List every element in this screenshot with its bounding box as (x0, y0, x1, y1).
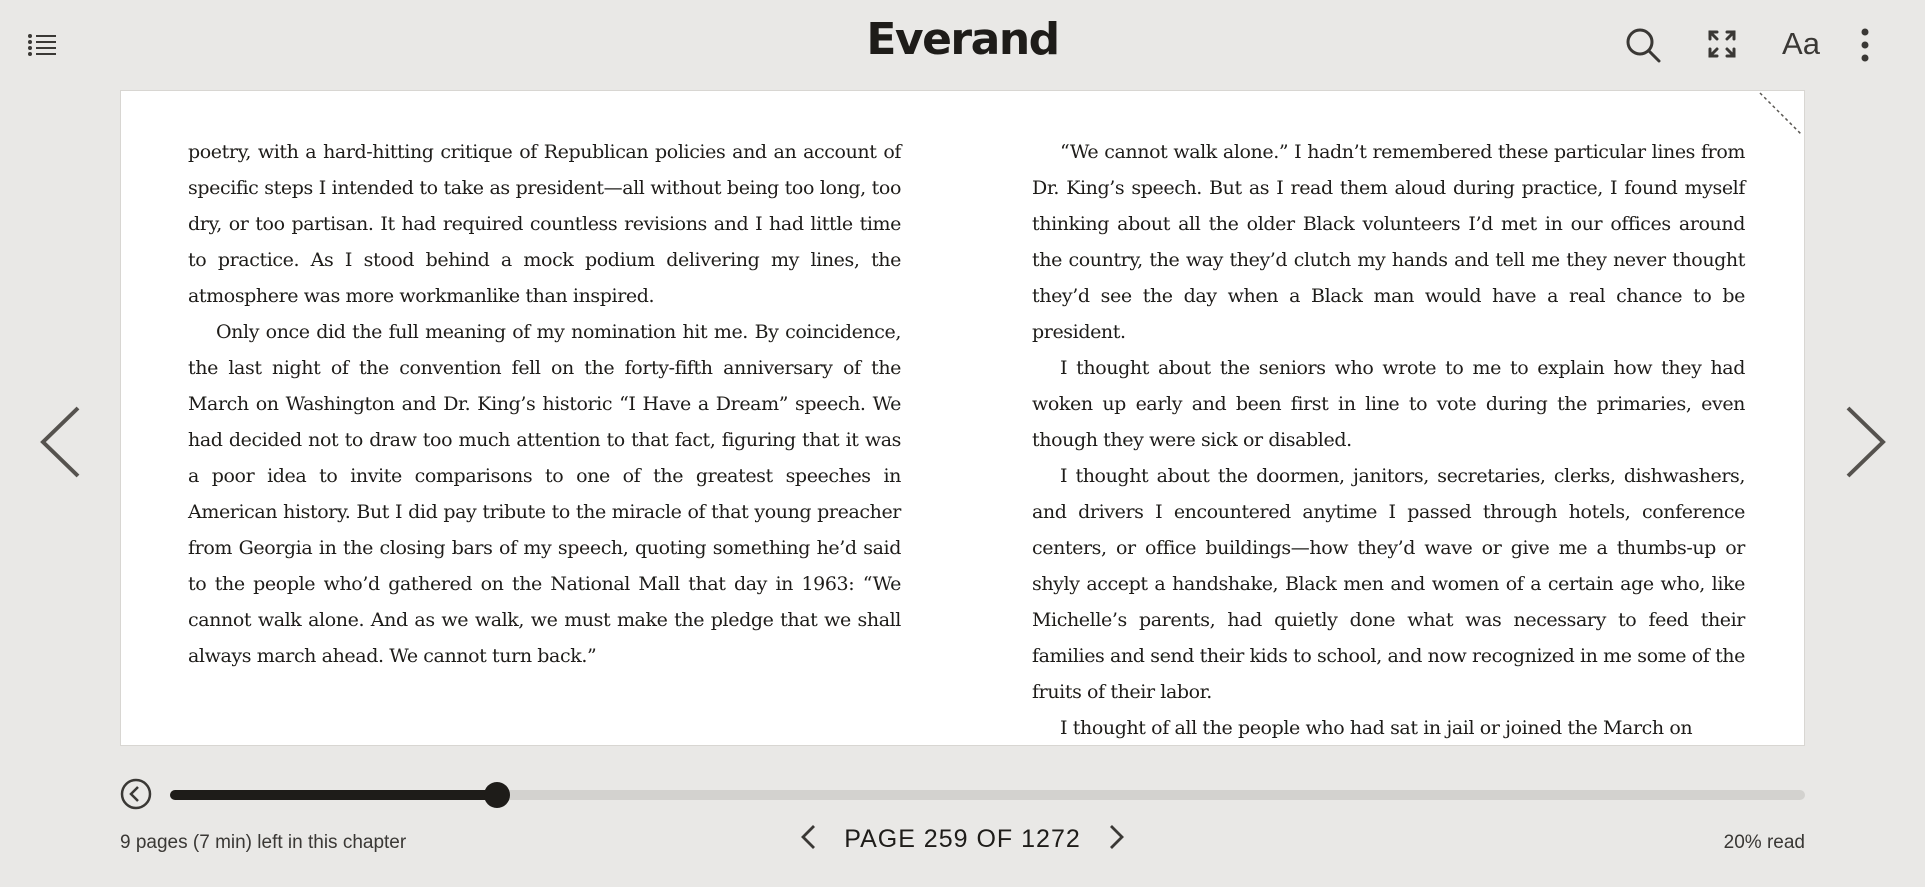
paragraph: I thought about the doormen, janitors, secretaries, clerks, dishwashers, and drivers I encountered anytime I passed through hotels, conference centers, or office buildings—how they’d wave or give me a thumbs-up or shyly accept a handshake, Black men and women of a certain age who, like Michelle’s parents, had quietly done what was necessary to feed their families and send their kids to school, and now recognized in me some of the fruits of their labor. (1032, 465, 1745, 703)
fullscreen-icon[interactable] (1706, 28, 1738, 60)
footer (0, 820, 1925, 870)
progress-row (120, 776, 1805, 812)
progress-slider[interactable] (170, 790, 1805, 800)
bookmark-corner[interactable] (1758, 91, 1804, 137)
paragraph: Only once did the full meaning of my nomination hit me. By coincidence, the last night of the convention fell on the forty-fifth anniversary of the March on Washington and Dr. King’s historic “I Have a Dream” speech. We had decided not to draw too much attention to that fact, figuring that it was a poor idea to invite comparisons to one of the greatest speeches in American history. But I did pay tribute to the miracle of that young preacher from Georgia in the closing bars of my speech, quoting something he’d said to the people who’d gathered on the National Mall that day in 1963: “We cannot walk alone. And as we walk, we must make the pledge that we shall always march ahead. We cannot turn back.” (188, 321, 901, 667)
chevron-right-icon (1109, 824, 1125, 850)
paragraph: “We cannot walk alone.” I hadn’t remembered these particular lines from Dr. King’s speech. But as I read them aloud during practice, I found myself thinking about all the older Black volunteers I’d met in our offices around the country, the way they’d clutch my hands and tell me they never thought they’d see the day when a Black man would have a real chance to be president. (1032, 141, 1745, 343)
paragraph: I thought about the seniors who wrote to me to explain how they had woken up early and been first in line to vote during the primaries, even though they were sick or disabled. (1032, 357, 1745, 451)
paragraph: I thought of all the people who had sat in jail or joined the March on (1060, 717, 1693, 739)
back-circle-icon (120, 778, 152, 810)
progress-fill (170, 790, 497, 800)
next-page-button[interactable] (1844, 405, 1888, 484)
right-column (1032, 134, 1745, 746)
font-settings-icon[interactable]: Aa (1782, 26, 1820, 61)
percent-read: 20% read (1723, 832, 1805, 853)
more-vertical-icon[interactable] (1858, 26, 1872, 64)
progress-handle[interactable] (484, 782, 510, 808)
brand-logo[interactable]: Everand (866, 14, 1059, 65)
chevron-left-icon (38, 405, 82, 479)
next-page-small-button[interactable] (1109, 824, 1125, 855)
pager (0, 824, 1925, 855)
previous-page-button[interactable] (38, 405, 82, 484)
left-column (188, 134, 901, 674)
page-indicator[interactable]: PAGE 259 OF 1272 (844, 825, 1081, 853)
book-page[interactable] (120, 90, 1805, 746)
top-bar (0, 0, 1925, 90)
chevron-right-icon (1844, 405, 1888, 479)
return-button[interactable] (120, 778, 152, 815)
chapter-remaining: 9 pages (7 min) left in this chapter (120, 832, 407, 853)
chevron-left-icon (800, 824, 816, 850)
prev-page-small-button[interactable] (800, 824, 816, 855)
search-icon[interactable] (1624, 26, 1662, 64)
paragraph: poetry, with a hard-hitting critique of Republican policies and an account of specific steps I intended to take as president—all without being too long, too dry, or too partisan. It had required countless revisions and I had little time to practice. As I stood behind a mock podium delivering my lines, the atmosphere was more workmanlike than inspired. (188, 141, 901, 307)
